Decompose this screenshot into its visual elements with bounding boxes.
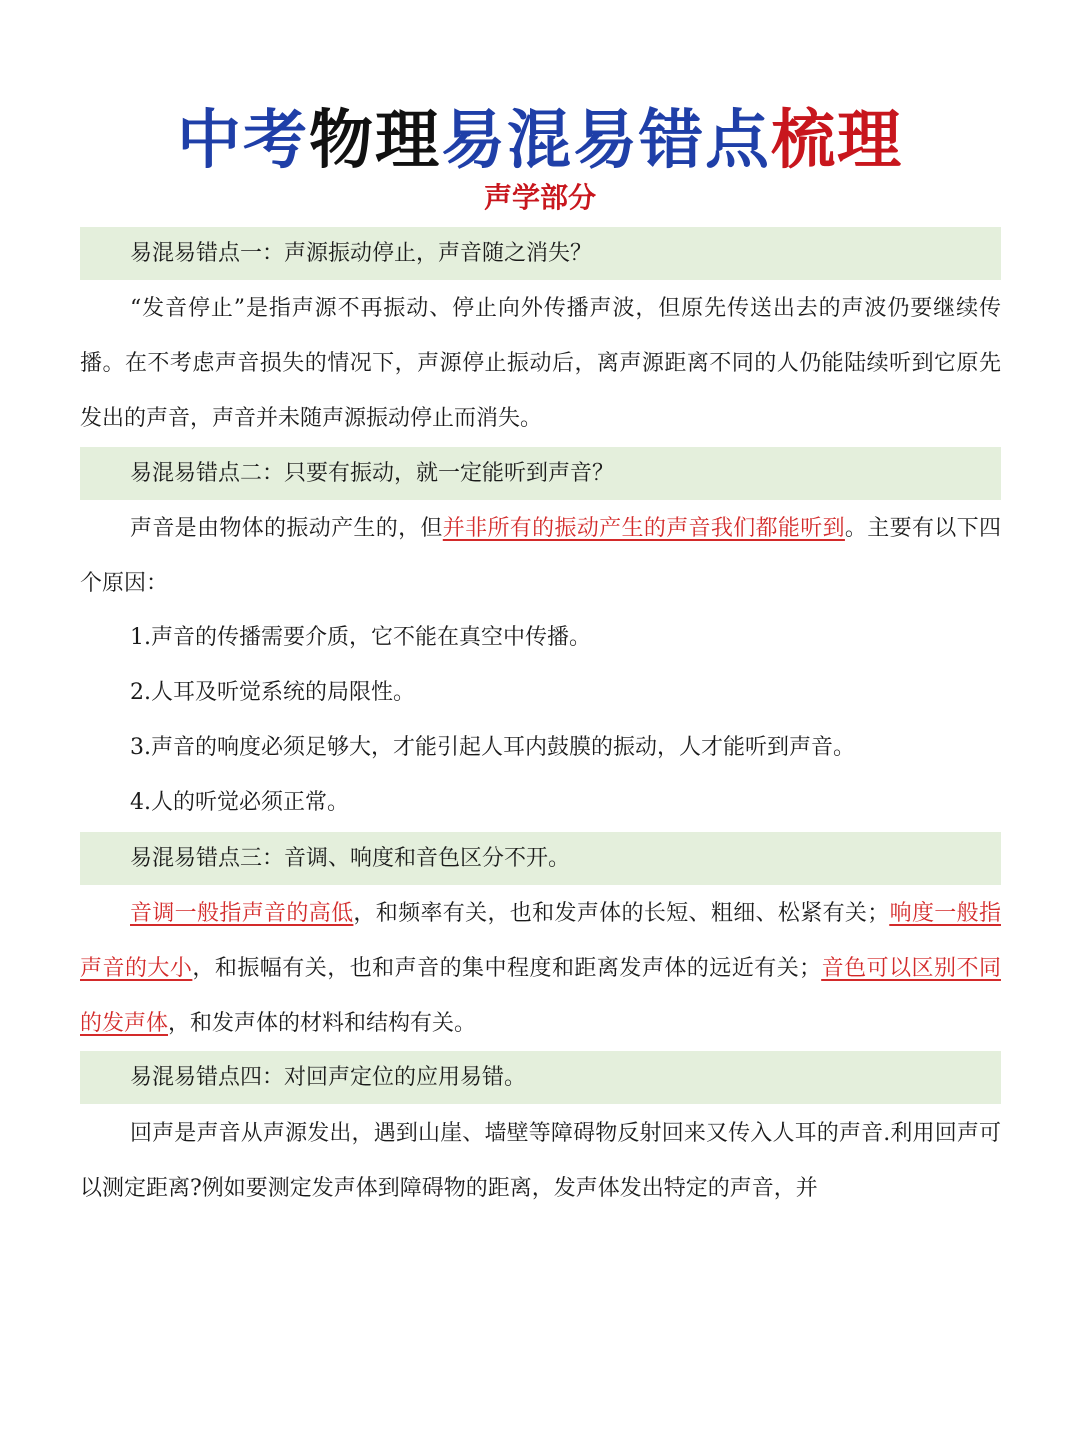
section-heading-4: 易混易错点四：对回声定位的应用易错。 [80,1051,1001,1104]
title-part-3: 易混易错点 [441,103,771,178]
section-body-3-highlight-2: 响度一般指声音的大小 [80,901,1001,981]
section-heading-1: 易混易错点一：声源振动停止，声音随之消失？ [80,227,1001,280]
section-body-3-text-2: ，和振幅有关，也和声音的集中程度和距离发声体的远近有关； [192,956,822,981]
section-body-2-text-b: 。主要有以下四个原因： [80,516,1001,596]
section-body-3-text-1: ，和频率有关，也和发声体的长短、粗细、松紧有关； [353,901,890,926]
page-title [0,98,1080,184]
section-body-1: “发音停止”是指声源不再振动、停止向外传播声波，但原先传送出去的声波仍要继续传播。在不考虑声音损失的情况下，声源停止振动后，离声源距离不同的人仍能陆续听到它原先发出的声音，声音并未随声源振动停止而消失。 [80,296,1001,431]
section-body-2-text-a: 声音是由物体的振动产生的，但 [130,516,443,541]
list-item: 4.人的听觉必须正常。 [130,790,349,815]
section-body-2-highlight: 并非所有的振动产生的声音我们都能听到 [442,516,845,541]
section-heading-2: 易混易错点二：只要有振动，就一定能听到声音？ [80,447,1001,500]
section-heading-3: 易混易错点三：音调、响度和音色区分不开。 [80,832,1001,885]
page-subtitle: 声学部分 [483,181,596,214]
section-body-3-text-3: ，和发声体的材料和结构有关。 [168,1011,477,1036]
section-body-4: 回声是声音从声源发出，遇到山崖、墙壁等障碍物反射回来又传入人耳的声音.利用回声可以测定距离?例如要测定发声体到障碍物的距离，发声体发出特定的声音，并 [80,1121,1001,1201]
list-item: 3.声音的响度必须足够大，才能引起人耳内鼓膜的振动，人才能听到声音。 [130,735,855,760]
section-body-2 [80,501,1001,611]
title-part-1: 中考 [177,103,309,178]
title-part-4: 梳理 [771,103,903,178]
list-item: 1.声音的传播需要介质，它不能在真空中传播。 [130,625,591,650]
section-body-3-highlight-1: 音调一般指声音的高低 [130,901,354,926]
title-part-2: 物理 [309,103,441,178]
list-item: 2.人耳及听觉系统的局限性。 [130,680,415,705]
section-body-3 [80,886,1001,1051]
section-body-3-highlight-3: 音色可以区别不同的发声体 [80,956,1001,1036]
